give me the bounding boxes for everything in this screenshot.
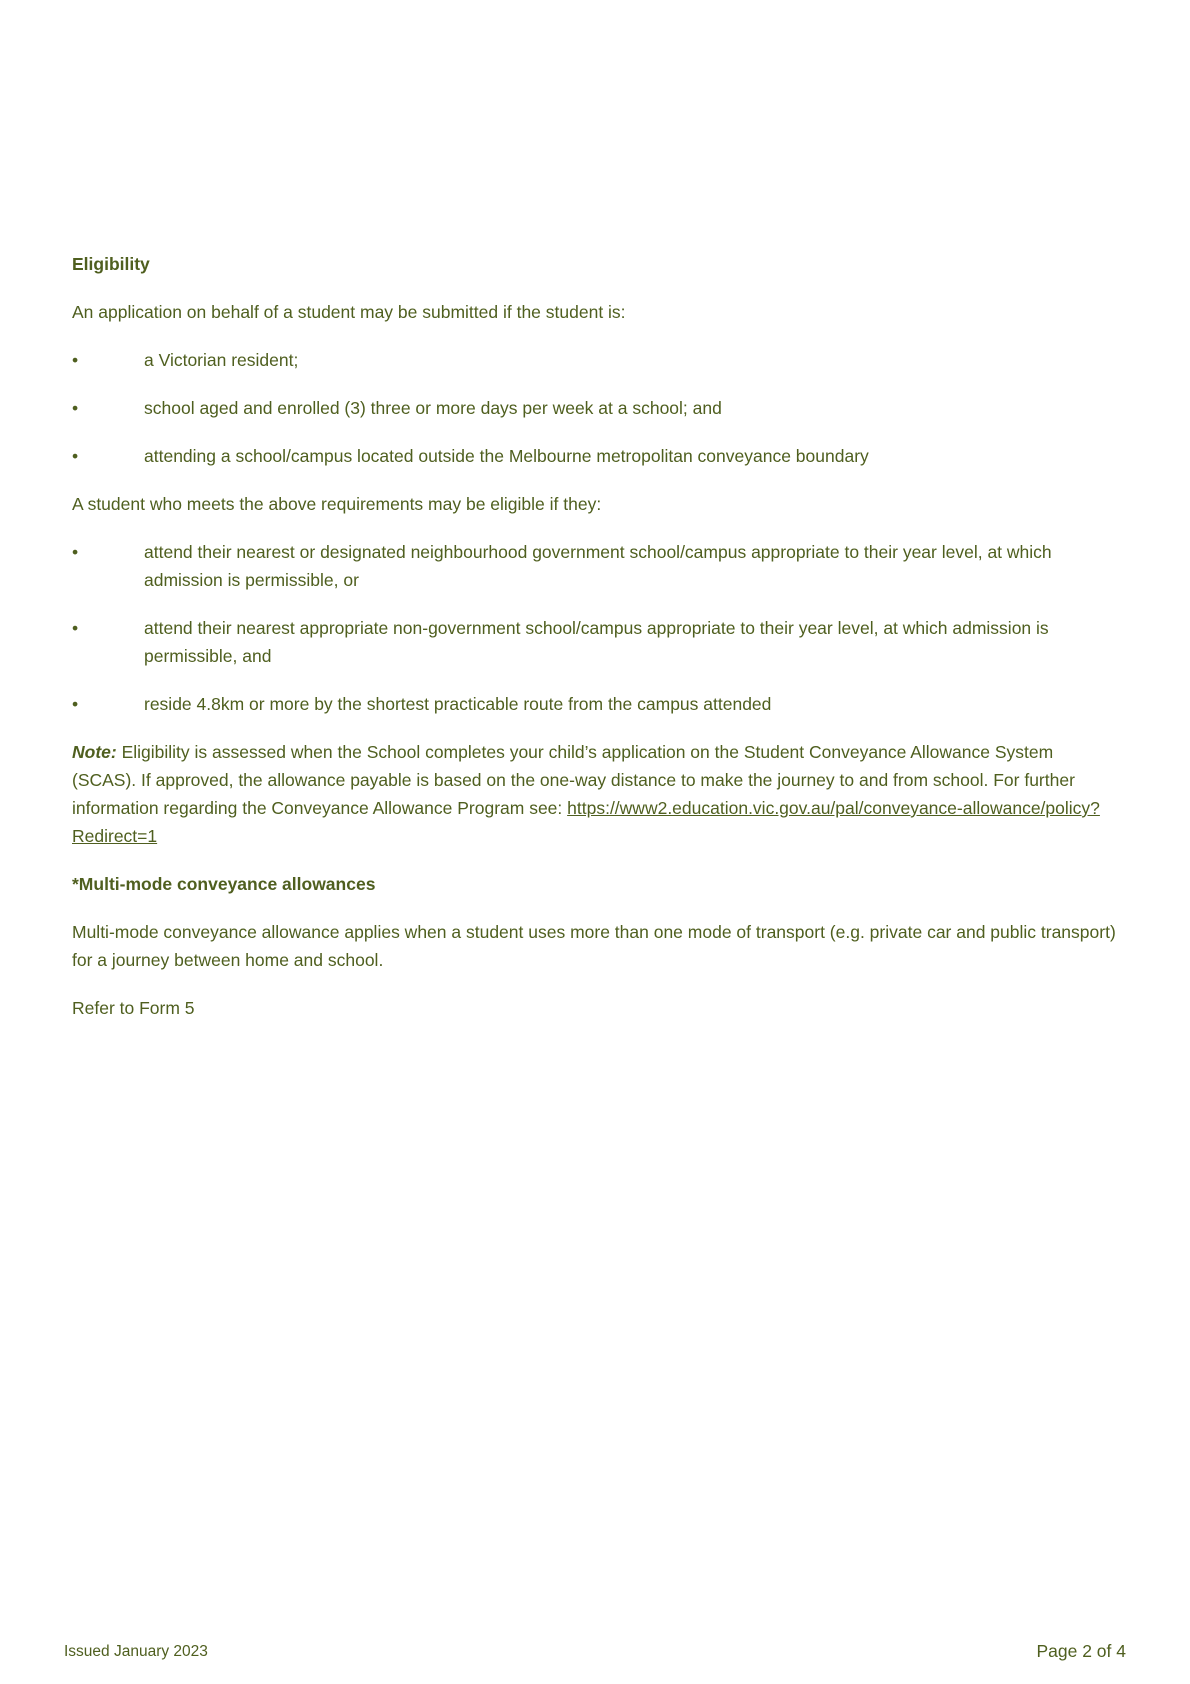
- list-item-text: attend their nearest or designated neighbourhood government school/campus appropriate to their year level, at which admission is permissible, or: [144, 542, 1052, 590]
- list-item: [72, 442, 1122, 470]
- footer-issued: Issued January 2023: [64, 1643, 208, 1660]
- note-label: Note:: [72, 742, 117, 762]
- list-item: [72, 346, 1122, 374]
- note-paragraph: [72, 738, 1122, 850]
- bullet-marker: •: [72, 694, 79, 714]
- list-item-text: a Victorian resident;: [144, 350, 299, 370]
- note-text: Eligibility is assessed when the School completes your child’s application on the Student Conveyance Allowance System (SCAS). If approved, the allowance payable is based on the one-way distance to make the journey to and from school. For further information regarding the Conveyance Allowance Program see:: [72, 742, 1075, 818]
- list-item-text: school aged and enrolled (3) three or more days per week at a school; and: [144, 398, 722, 418]
- list-item: [72, 394, 1122, 422]
- eligibility-intro: An application on behalf of a student may be submitted if the student is:: [72, 302, 626, 322]
- refer-text: Refer to Form 5: [72, 998, 195, 1018]
- list-item: [72, 538, 1122, 594]
- multimode-heading: *Multi-mode conveyance allowances: [72, 874, 376, 894]
- bullet-marker: •: [72, 618, 79, 638]
- list-item-text: attending a school/campus located outside the Melbourne metropolitan conveyance boundary: [144, 446, 869, 466]
- list-item: [72, 690, 1122, 718]
- multimode-text: Multi-mode conveyance allowance applies when a student uses more than one mode of transport (e.g. private car and public transport) for a journey between home and school.: [72, 922, 1116, 970]
- eligibility-heading: Eligibility: [72, 254, 150, 274]
- bullet-marker: •: [72, 446, 79, 466]
- list-item-text: attend their nearest appropriate non-government school/campus appropriate to their year level, at which admission is permissible, and: [144, 618, 1049, 666]
- page-content: [72, 250, 1122, 1042]
- bullet-marker: •: [72, 398, 79, 418]
- conditions-intro: A student who meets the above requirements may be eligible if they:: [72, 494, 602, 514]
- policy-link[interactable]: https://www2.education.vic.gov.au/pal/conveyance-allowance/policy?Redirect=1: [72, 798, 1100, 846]
- list-item-text: reside 4.8km or more by the shortest practicable route from the campus attended: [144, 694, 772, 714]
- list-item: [72, 614, 1122, 670]
- bullet-marker: •: [72, 542, 79, 562]
- bullet-marker: •: [72, 350, 79, 370]
- footer-page-number: Page 2 of 4: [1036, 1641, 1126, 1661]
